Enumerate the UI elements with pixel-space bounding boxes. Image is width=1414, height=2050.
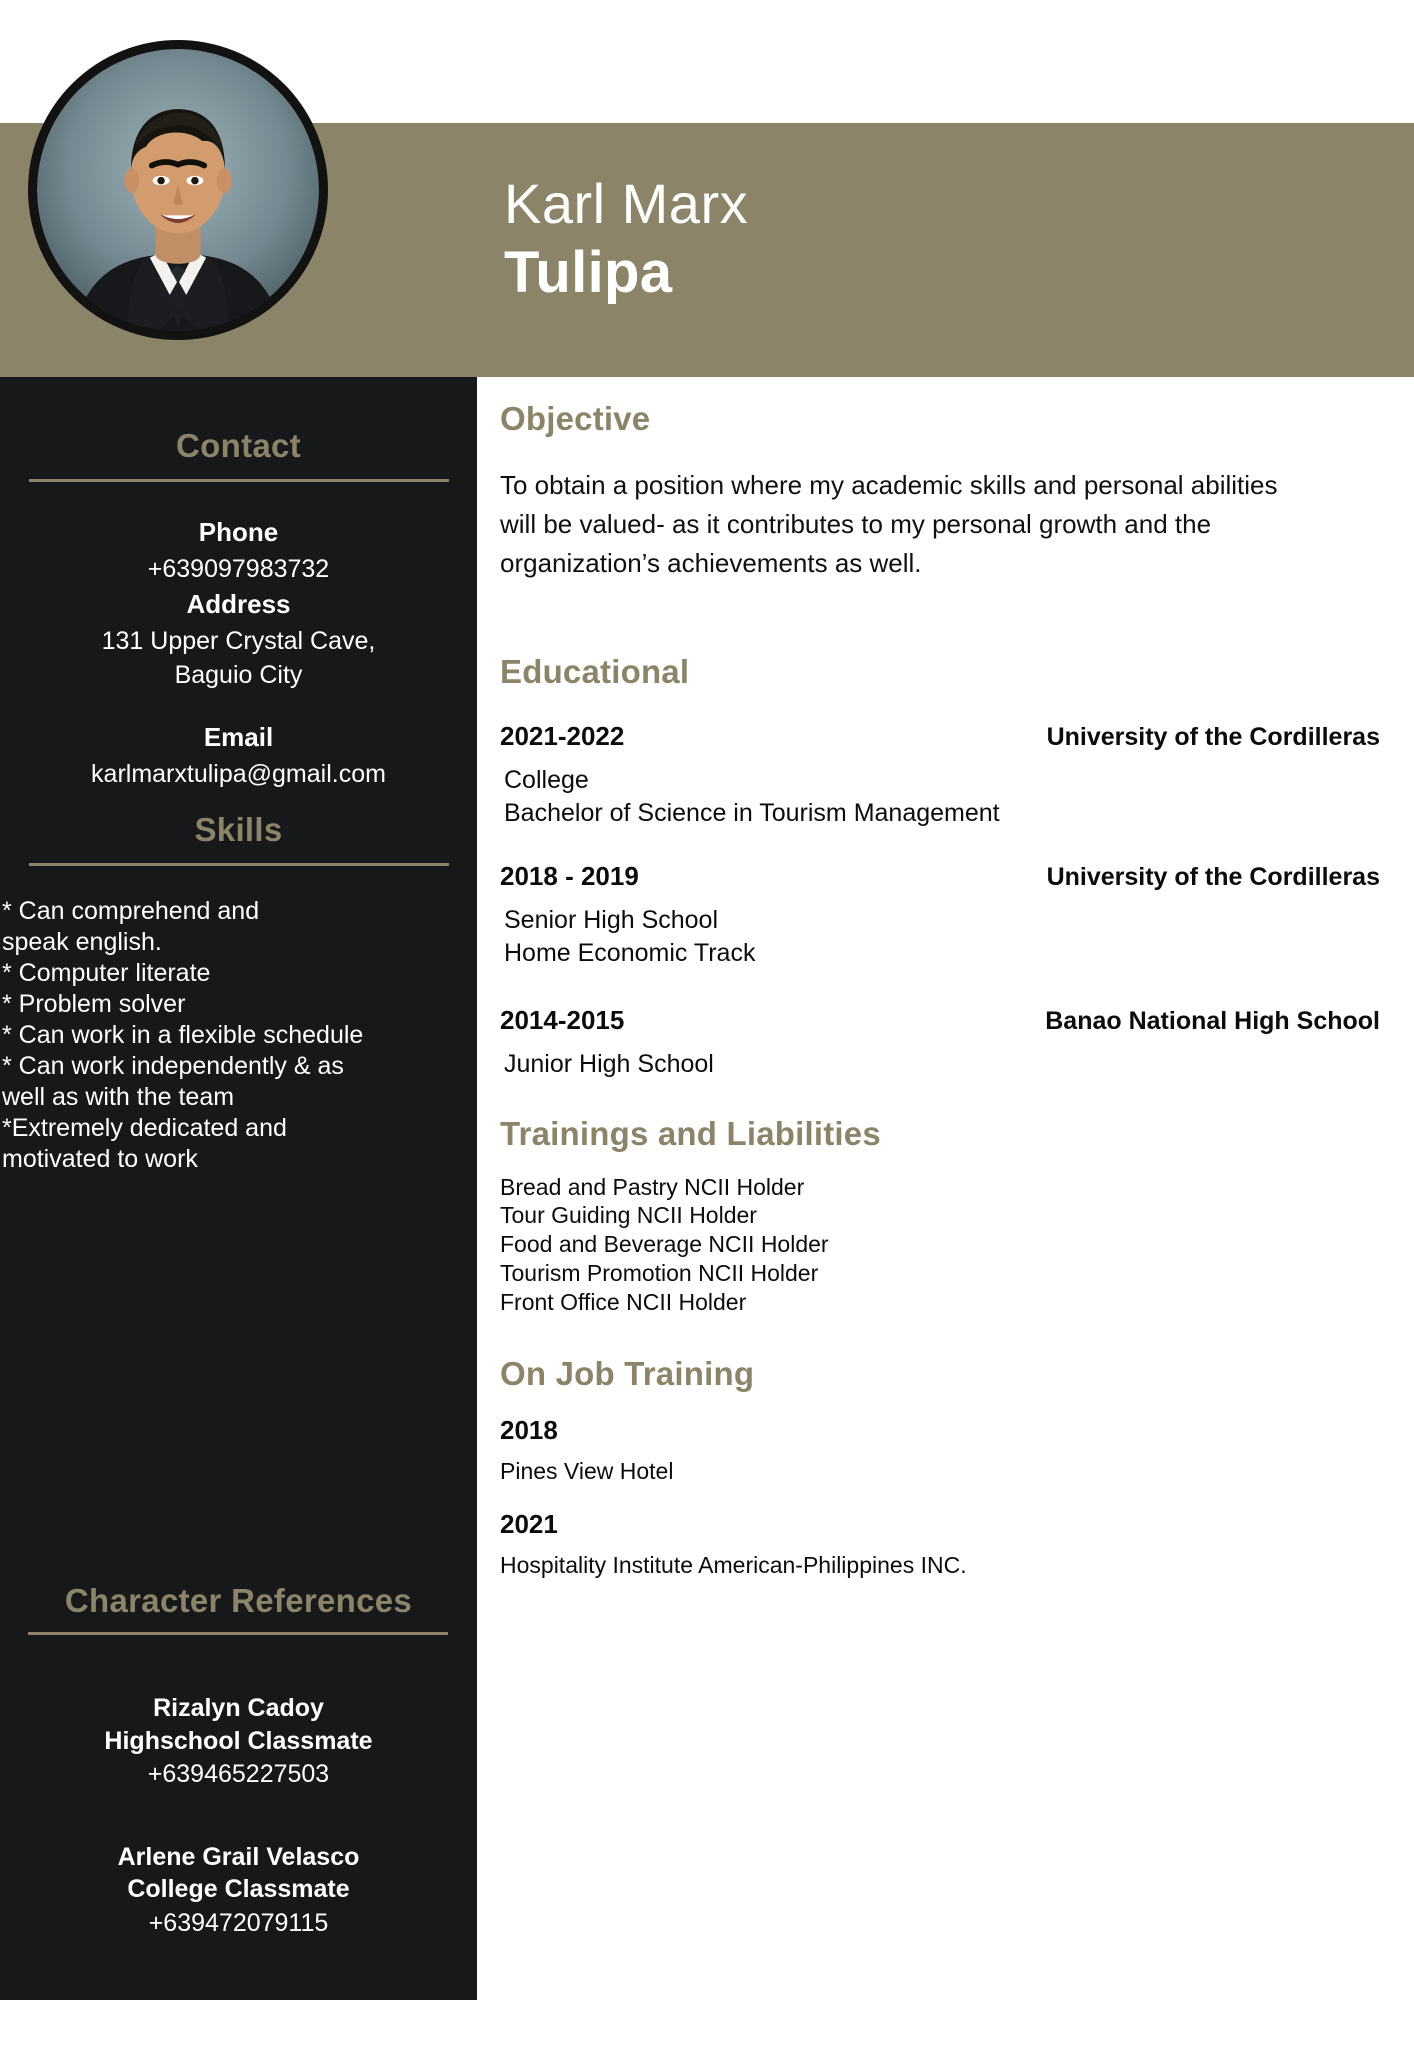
skill-line: well as with the team: [2, 1083, 235, 1112]
skills-list: [0, 896, 477, 1175]
profile-photo: [28, 40, 328, 340]
education-detail: Bachelor of Science in Tourism Management: [504, 798, 1000, 827]
reference-relation: Highschool Classmate: [104, 1726, 373, 1755]
main-content: [500, 400, 1380, 1579]
skill-line: speak english.: [2, 928, 162, 957]
education-entry: [500, 861, 1380, 969]
ojt-year: 2018: [500, 1415, 558, 1446]
address-line-1: 131 Upper Crystal Cave,: [101, 626, 376, 655]
skill-line: * Computer literate: [2, 959, 211, 988]
educational-entries: [500, 721, 1380, 1081]
address-label: Address: [186, 589, 291, 620]
education-school: Banao National High School: [1045, 1007, 1380, 1035]
trainings-list: [500, 1173, 1380, 1318]
reference-relation: College Classmate: [127, 1875, 350, 1903]
objective-title: Objective: [500, 400, 651, 437]
ojt-entry: [500, 1415, 1380, 1485]
reference-item: [0, 1692, 477, 1793]
education-school: University of the Cordilleras: [1046, 723, 1380, 751]
educational-title: Educational: [500, 653, 690, 690]
last-name: Tulipa: [504, 239, 673, 305]
reference-item: [0, 1841, 477, 1942]
education-entry: [500, 721, 1380, 829]
ojt-place: Hospitality Institute American-Philippines INC.: [500, 1552, 967, 1579]
objective-text: To obtain a position where my academic skills and personal abilities will be valued- as it contributes to my personal growth and the organization’s achievements as well.: [500, 470, 1278, 578]
training-item: Front Office NCII Holder: [500, 1289, 747, 1316]
address-line-2: Baguio City: [174, 661, 303, 690]
skill-line: * Can work in a flexible schedule: [2, 1021, 364, 1050]
skill-line: * Problem solver: [2, 990, 186, 1019]
skill-line: * Can work independently & as: [2, 1052, 344, 1081]
ojt-entry: [500, 1509, 1380, 1579]
references-divider: [28, 1632, 448, 1635]
references-section-title: Character References: [64, 1582, 413, 1619]
portrait-illustration: [37, 49, 319, 331]
phone-label: Phone: [198, 517, 279, 547]
contact-divider: [29, 479, 449, 482]
education-header-row: [500, 1005, 1380, 1036]
education-detail: Home Economic Track: [504, 938, 756, 967]
phone-value: +639097983732: [147, 554, 330, 583]
education-level: Junior High School: [504, 1050, 714, 1078]
reference-name: Arlene Grail Velasco: [117, 1842, 360, 1871]
education-year: 2018 - 2019: [500, 861, 639, 891]
education-entry: [500, 1005, 1380, 1081]
training-item: Tourism Promotion NCII Holder: [500, 1260, 819, 1287]
references-list: [0, 1692, 477, 1941]
education-year: 2021-2022: [500, 721, 625, 751]
skill-line: motivated to work: [2, 1145, 198, 1174]
skill-line: * Can comprehend and: [2, 897, 260, 926]
email-value: karlmarxtulipa@gmail.com: [91, 759, 386, 788]
education-header-row: [500, 721, 1380, 752]
education-year: 2014-2015: [500, 1005, 625, 1035]
contact-section-title: Contact: [176, 427, 301, 464]
skill-line: *Extremely dedicated and: [2, 1114, 287, 1143]
ojt-year: 2021: [500, 1509, 558, 1540]
ojt-place: Pines View Hotel: [500, 1458, 674, 1485]
education-school: University of the Cordilleras: [1046, 863, 1380, 891]
training-item: Bread and Pastry NCII Holder: [500, 1173, 805, 1200]
skills-divider: [29, 863, 449, 866]
reference-name: Rizalyn Cadoy: [153, 1694, 324, 1722]
reference-phone: +639472079115: [148, 1908, 329, 1937]
education-level: College: [504, 766, 589, 794]
contact-details: [0, 514, 477, 791]
ojt-entries: [500, 1415, 1380, 1579]
header-name-block: [504, 172, 1204, 306]
spacer: [0, 1793, 477, 1841]
spacer: [0, 693, 477, 719]
education-header-row: [500, 861, 1380, 892]
sidebar: [0, 377, 477, 2000]
reference-phone: +639465227503: [147, 1760, 330, 1788]
training-item: Tour Guiding NCII Holder: [500, 1202, 757, 1229]
skills-section-title: Skills: [194, 811, 283, 849]
first-name: Karl Marx: [504, 172, 749, 235]
email-label: Email: [203, 721, 274, 752]
education-level: Senior High School: [504, 906, 719, 934]
ojt-title: On Job Training: [500, 1355, 755, 1393]
training-item: Food and Beverage NCII Holder: [500, 1231, 829, 1258]
profile-photo-image: [37, 49, 319, 331]
trainings-title: Trainings and Liabilities: [500, 1114, 881, 1152]
